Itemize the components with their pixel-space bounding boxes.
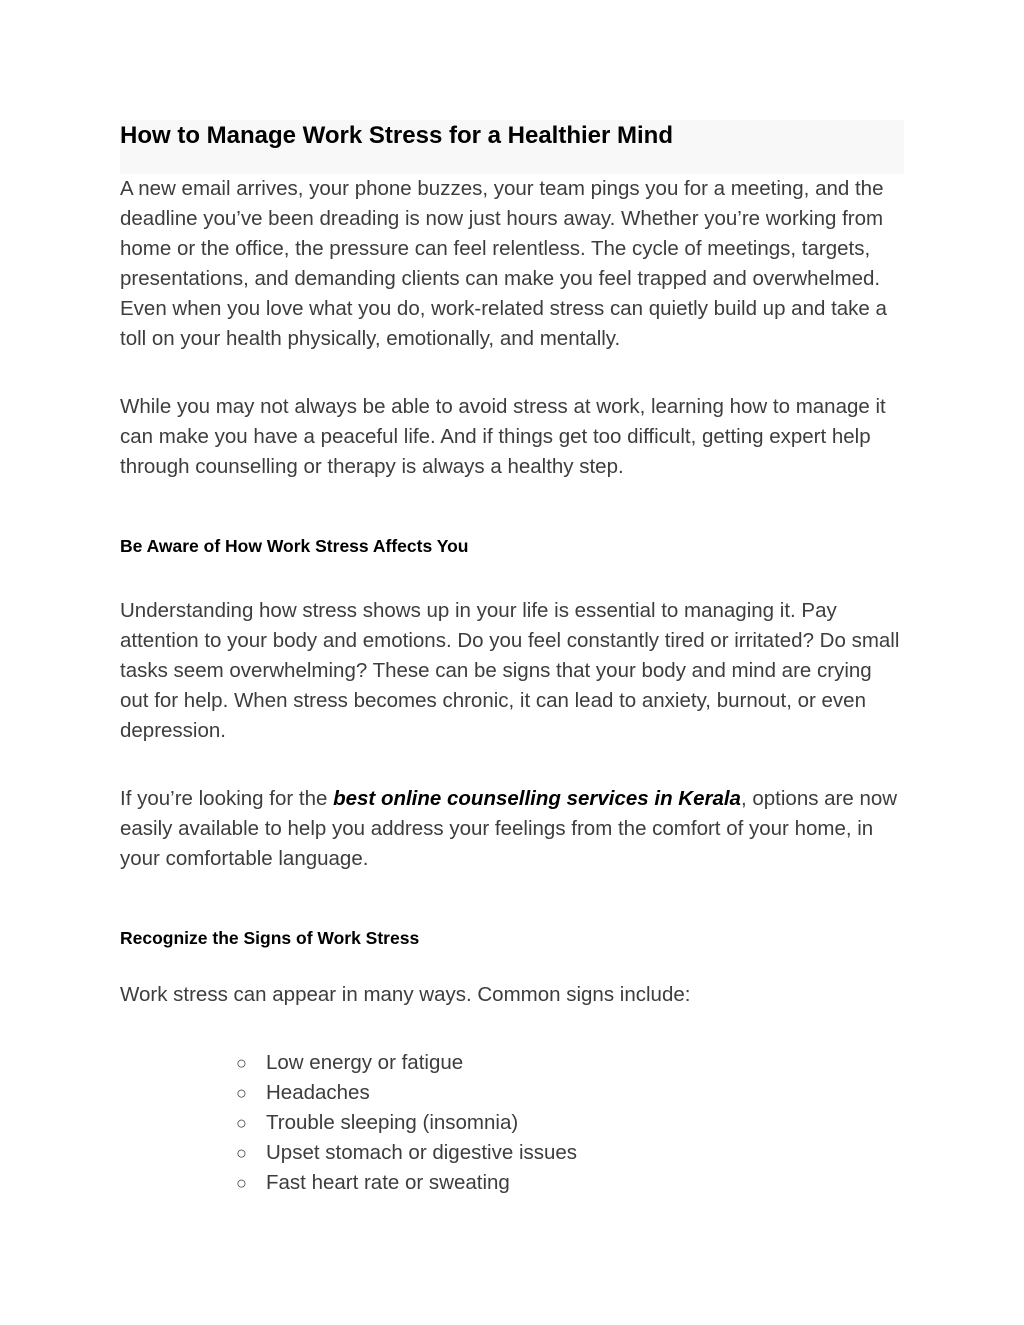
title-block <box>120 120 904 174</box>
counselling-paragraph-suffix: , options are now easily available to help you address your feelings from the comfort of your home, in your comfortable language. <box>120 787 898 870</box>
circle-bullet-icon: ○ <box>236 1053 247 1073</box>
list-item-label: Low energy or fatigue <box>266 1051 464 1074</box>
list-item <box>236 1108 904 1138</box>
page-title: How to Manage Work Stress for a Healthier Mind <box>120 122 673 149</box>
counselling-paragraph-prefix: If you’re looking for the <box>120 787 334 810</box>
list-item <box>236 1048 904 1078</box>
list-item-label: Upset stomach or digestive issues <box>266 1141 578 1164</box>
intro-paragraph-1: A new email arrives, your phone buzzes, your team pings you for a meeting, and the deadline you’ve been dreading is now just hours away. Whether you’re working from home or the office, the pressure can feel relentless. The cycle of meetings, targets, presentations, and demanding clients can make you feel trapped and overwhelmed. Even when you love what you do, work-related stress can quietly build up and take a toll on your health physically, emotionally, and mentally. <box>120 177 887 350</box>
circle-bullet-icon: ○ <box>236 1113 247 1133</box>
section-heading-awareness: Be Aware of How Work Stress Affects You <box>120 536 469 556</box>
awareness-paragraph: Understanding how stress shows up in your life is essential to managing it. Pay attention to your body and emotions. Do you feel constantly tired or irritated? Do small tasks seem overwhelming? These can be signs that your body and mind are crying out for help. When stress becomes chronic, it can lead to anxiety, burnout, or even depression. <box>120 599 900 742</box>
intro-paragraph-2: While you may not always be able to avoid stress at work, learning how to manage it can make you have a peaceful life. And if things get too difficult, getting expert help through counselling or therapy is always a healthy step. <box>120 395 886 478</box>
list-item-label: Fast heart rate or sweating <box>266 1171 510 1194</box>
list-item-label: Trouble sleeping (insomnia) <box>266 1111 519 1134</box>
circle-bullet-icon: ○ <box>236 1173 247 1193</box>
list-item <box>236 1168 904 1198</box>
signs-list <box>120 1048 904 1198</box>
counselling-paragraph <box>120 784 904 874</box>
circle-bullet-icon: ○ <box>236 1143 247 1163</box>
list-item <box>236 1138 904 1168</box>
circle-bullet-icon: ○ <box>236 1083 247 1103</box>
counselling-emphasis: best online counselling services in Kerala <box>333 787 741 810</box>
list-item <box>236 1078 904 1108</box>
signs-intro: Work stress can appear in many ways. Common signs include: <box>120 983 691 1006</box>
section-heading-signs: Recognize the Signs of Work Stress <box>120 928 420 948</box>
document-page <box>120 120 904 1198</box>
list-item-label: Headaches <box>266 1081 370 1104</box>
